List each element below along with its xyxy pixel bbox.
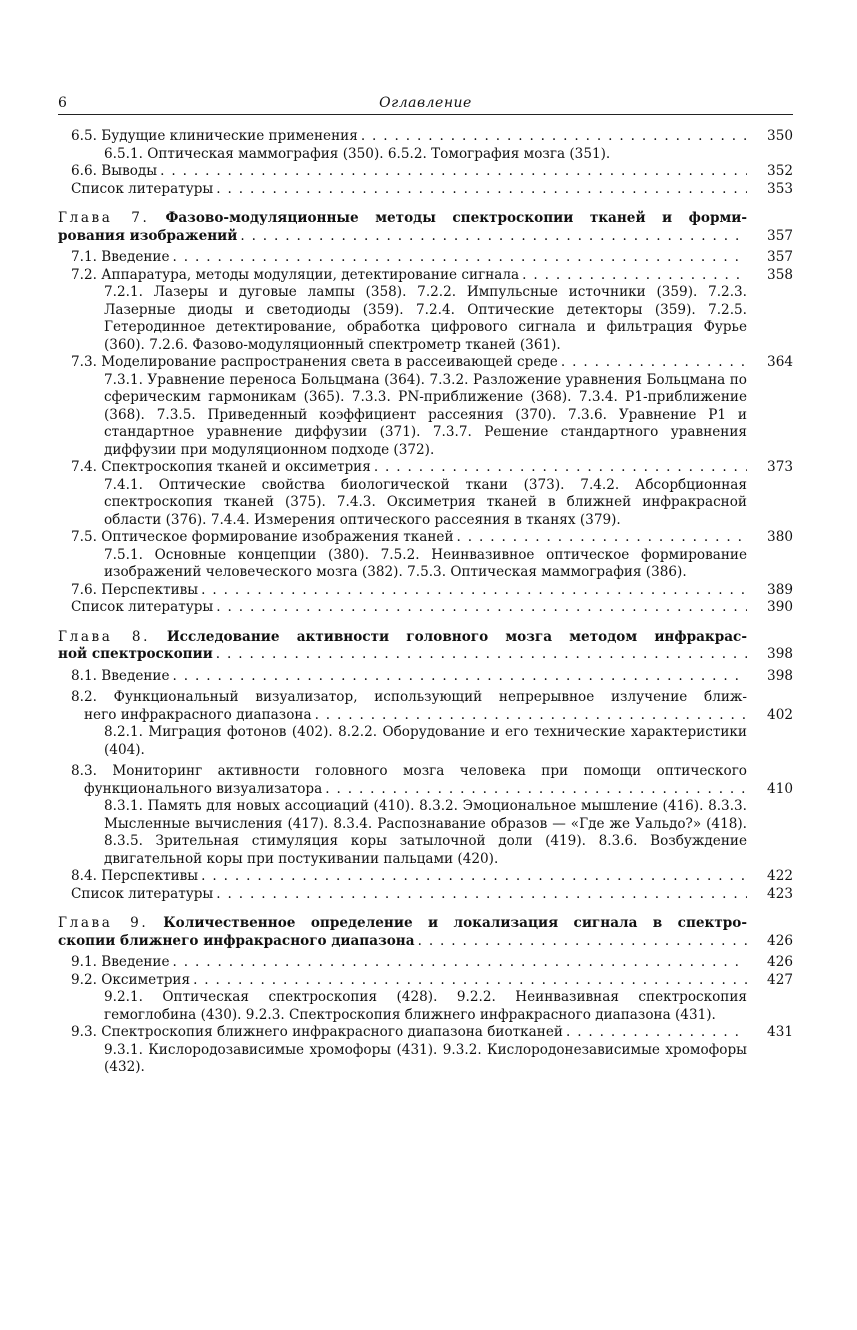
toc-subentries-8-2: 8.2.1. Миграция фотонов (402). 8.2.2. Оборудование и его технические характеристики (404). <box>104 724 747 758</box>
toc-subentries-8-3: 8.3.1. Память для новых ассоциаций (410). 8.3.2. Эмоциональное мышление (416). 8.3.3. Мысленные вычисления (417). 8.3.4. Распознавание образов — «Где же Уальдо?» (418). 8.3.5. Зрительная стимуляция коры затылочной доли (419). 8.3.6. Возбуждение двигательной коры при постукивании пальцами (420). <box>104 798 747 867</box>
toc-entry-6-5[interactable]: 6.5. Будущие клинические применения . . . 350 <box>58 128 793 146</box>
toc-entry-7-4[interactable]: 7.4. Спектроскопия тканей и оксиметрия . . . 373 <box>58 459 793 477</box>
toc-subentries-9-2: 9.2.1. Оптическая спектроскопия (428). 9.2.2. Неинвазивная спектроскопия гемоглобина (430). 9.2.3. Спектроскопия ближнего инфракрасного диапазона (431). <box>104 989 747 1023</box>
chapter-8[interactable]: Глава 8. Исследование активности головного мозга методом инфракрас- ной спектроскопии . . . 398 <box>58 629 793 664</box>
toc-subentries-6-5: 6.5.1. Оптическая маммография (350). 6.5.2. Томография мозга (351). <box>104 145 611 162</box>
toc-subentries-7-3: 7.3.1. Уравнение переноса Больцмана (364). 7.3.2. Разложение уравнения Больцмана по сферическим гармоникам (365). 7.3.3. PN-приближение (368). 7.3.4. P1-приближение (368). 7.3.5. Приведенный коэффициент рассеяния (370). 7.3.6. Уравнение P1 и стандартное уравнение диффузии (371). 7.3.7. Решение стандартного уравнения диффузии при модуляционном подходе (372). <box>104 371 747 458</box>
toc-entry-references-6[interactable]: Список литературы . . . 353 <box>58 181 793 199</box>
toc-entry-7-3[interactable]: 7.3. Моделирование распространения света в рассеивающей среде . . . 364 <box>58 354 793 372</box>
toc-subentries-7-4: 7.4.1. Оптические свойства биологической ткани (373). 7.4.2. Абсорбционная спектроскопия тканей (375). 7.4.3. Оксиметрия тканей в ближней инфракрасной области (376). 7.4.4. Измерения оптического рассеяния в тканях (379). <box>104 476 747 528</box>
toc-entry-9-3[interactable]: 9.3. Спектроскопия ближнего инфракрасного диапазона биотканей . . . 431 <box>58 1024 793 1042</box>
toc-entry-7-5[interactable]: 7.5. Оптическое формирование изображения тканей . . . 380 <box>58 529 793 547</box>
toc-entry-7-6[interactable]: 7.6. Перспективы . . . 389 <box>58 582 793 600</box>
toc-entry-references-7[interactable]: Список литературы . . . 390 <box>58 599 793 617</box>
toc-entry-references-8[interactable]: Список литературы . . . 423 <box>58 886 793 904</box>
toc-entry-8-4[interactable]: 8.4. Перспективы . . . 422 <box>58 868 793 886</box>
page-number: 6 <box>58 95 67 111</box>
chapter-9[interactable]: Глава 9. Количественное определение и локализация сигнала в спектро- скопии ближнего инфракрасного диапазона . . . 426 <box>58 915 793 950</box>
table-of-contents <box>58 128 793 1077</box>
toc-entry-8-1[interactable]: 8.1. Введение . . . 398 <box>58 668 793 686</box>
toc-subentries-7-5: 7.5.1. Основные концепции (380). 7.5.2. Неинвазивное оптическое формирование изображений человеческого мозга (382). 7.5.3. Оптическая маммография (386). <box>104 546 747 580</box>
running-title: Оглавление <box>379 95 472 111</box>
page-header <box>58 92 793 115</box>
toc-entry-9-2[interactable]: 9.2. Оксиметрия . . . 427 <box>58 972 793 990</box>
toc-entry-7-2[interactable]: 7.2. Аппаратура, методы модуляции, детектирование сигнала . . . 358 <box>58 267 793 285</box>
toc-subentries-9-3: 9.3.1. Кислородозависимые хромофоры (431). 9.3.2. Кислородонезависимые хромофоры (432). <box>104 1041 747 1075</box>
toc-entry-8-2[interactable]: 8.2. Функциональный визуализатор, использующий непрерывное излучение ближ- него инфракрасного диапазона . . . 402 <box>58 689 793 724</box>
toc-entry-8-3[interactable]: 8.3. Мониторинг активности головного мозга человека при помощи оптического функционального визуализатора . . . 410 <box>58 763 793 798</box>
chapter-7[interactable]: Глава 7. Фазово-модуляционные методы спектроскопии тканей и форми- рования изображений . . . 357 <box>58 210 793 245</box>
toc-entry-9-1[interactable]: 9.1. Введение . . . 426 <box>58 954 793 972</box>
toc-entry-7-1[interactable]: 7.1. Введение . . . 357 <box>58 249 793 267</box>
toc-entry-6-6[interactable]: 6.6. Выводы . . . 352 <box>58 163 793 181</box>
toc-subentries-7-2: 7.2.1. Лазеры и дуговые лампы (358). 7.2.2. Импульсные источники (359). 7.2.3. Лазерные диоды и светодиоды (359). 7.2.4. Оптические детекторы (359). 7.2.5. Гетеродинное детектирование, обработка цифрового сигнала и фильтрация Фурье (360). 7.2.6. Фазово-модуляционный спектрометр тканей (361). <box>104 284 747 353</box>
toc-page <box>58 92 793 1077</box>
